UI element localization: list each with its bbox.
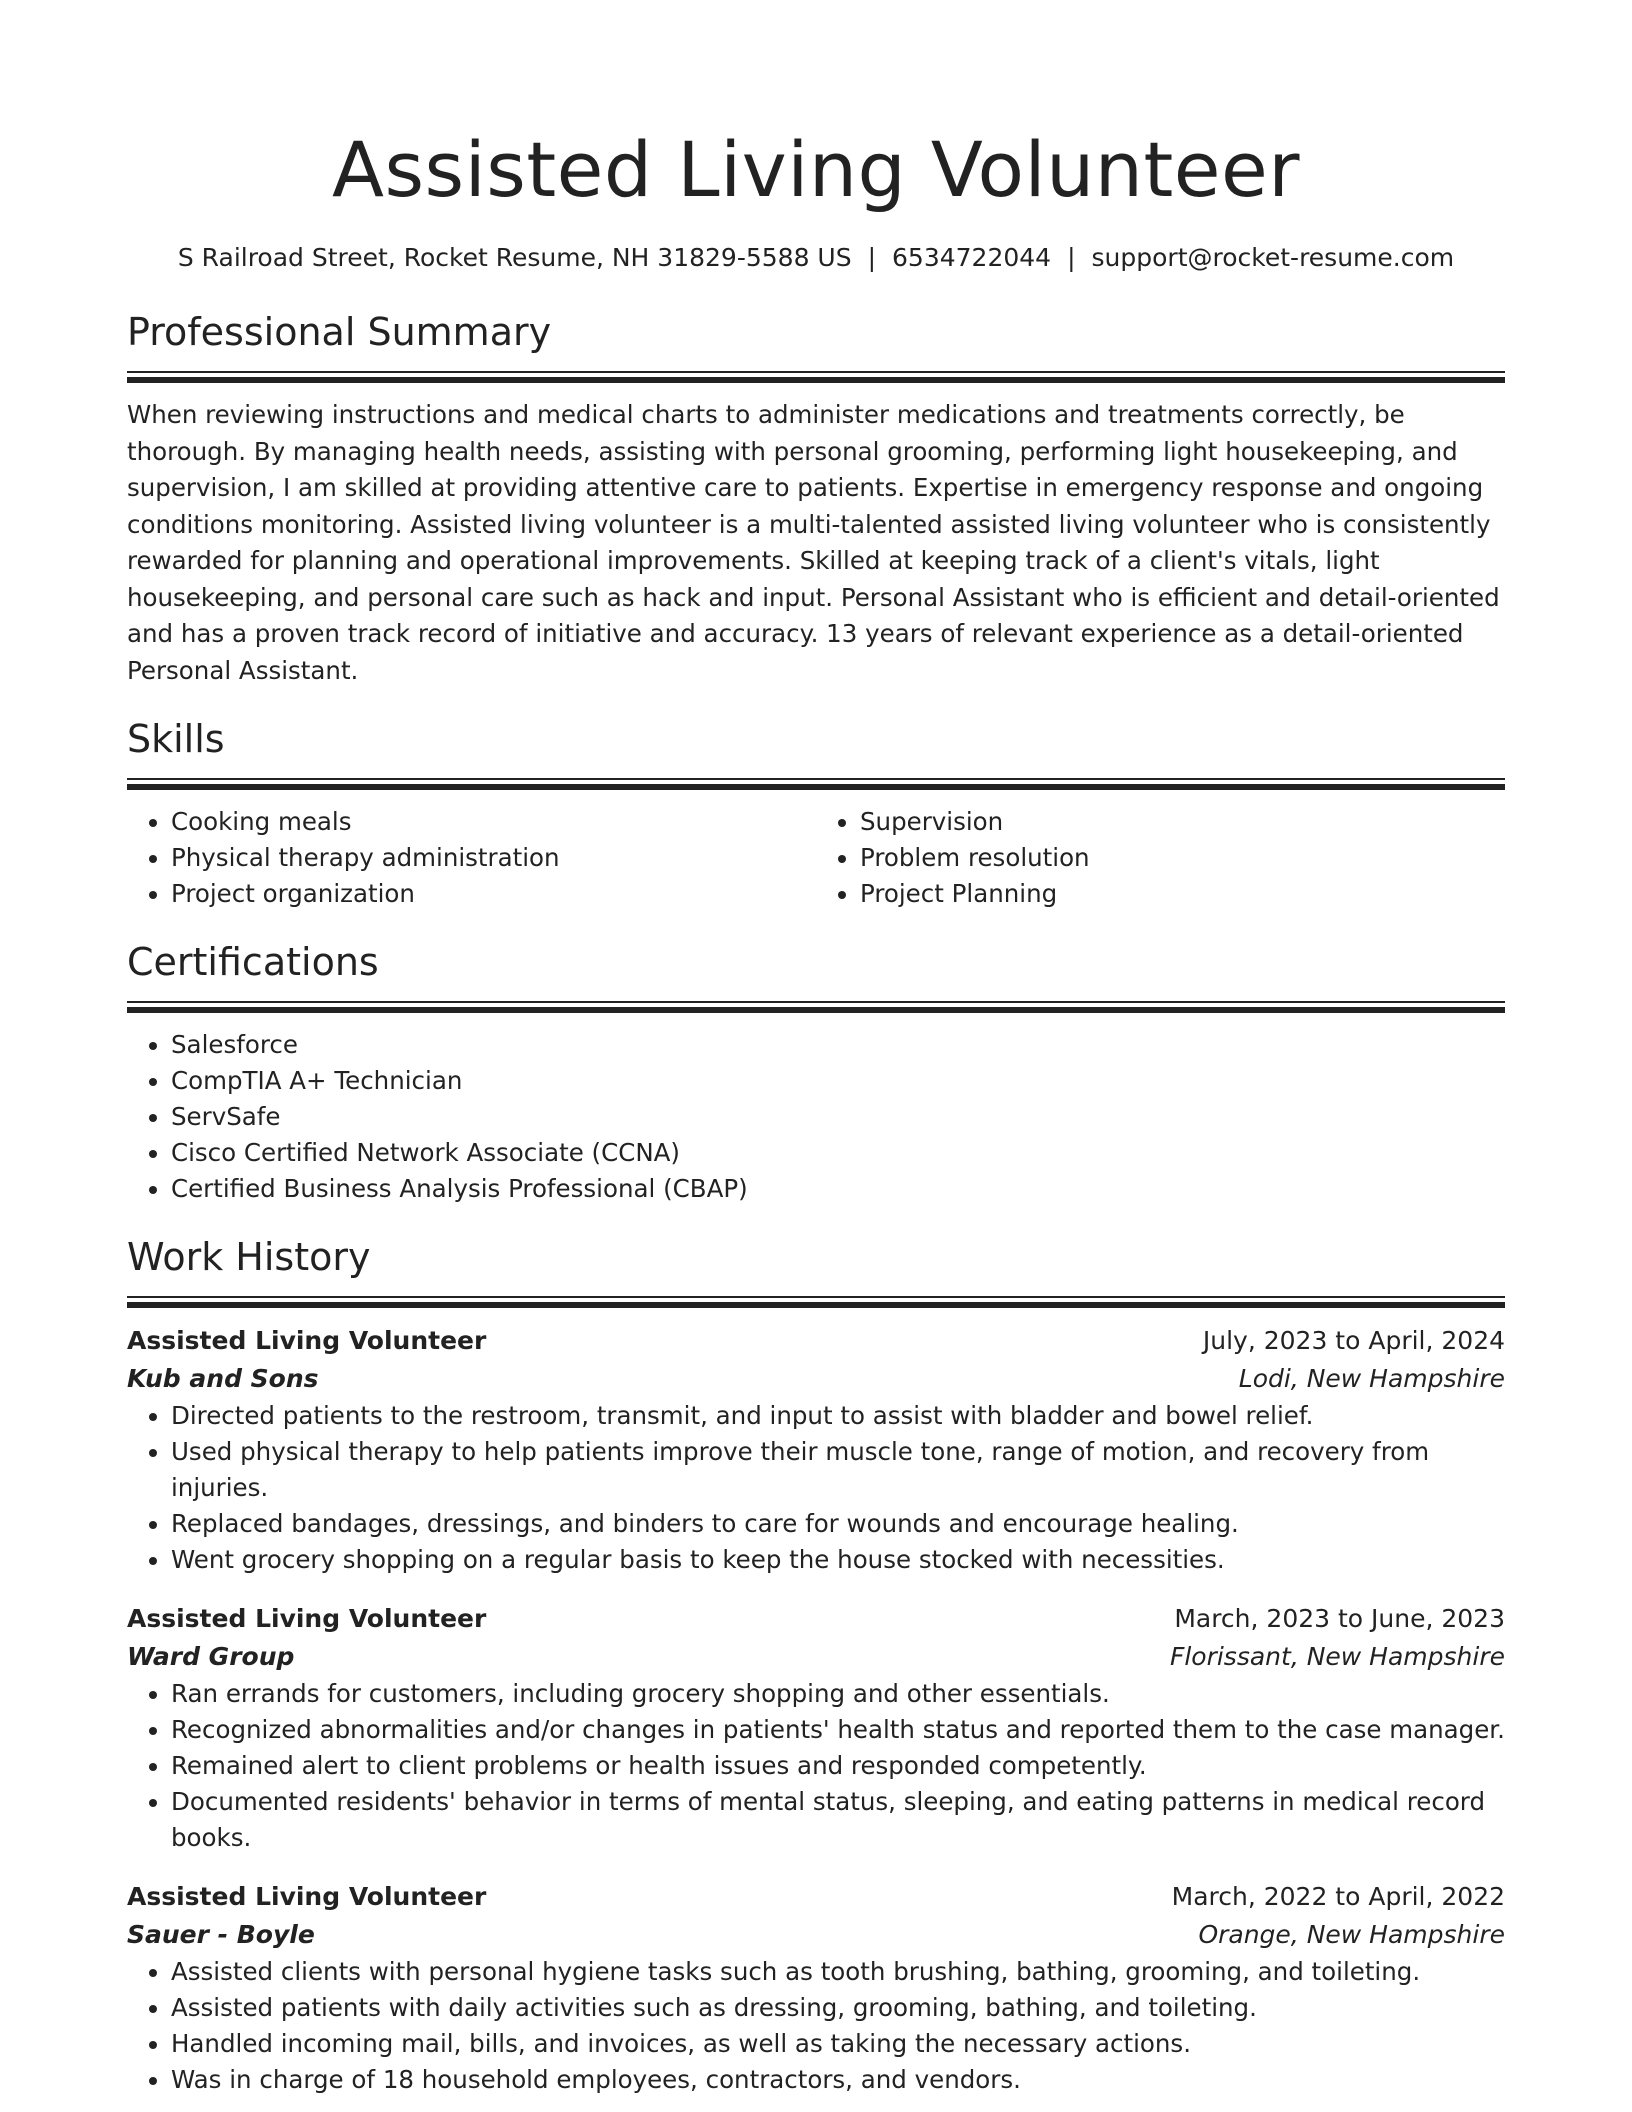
skills-heading: Skills bbox=[127, 717, 225, 761]
summary-section bbox=[127, 308, 1505, 689]
certification-item: • Certified Business Analysis Professional (CBAP) bbox=[171, 1171, 1505, 1207]
job-location: Orange, New Hampshire bbox=[1198, 1920, 1505, 1949]
job-title: Assisted Living Volunteer bbox=[127, 1882, 487, 1911]
certifications-section bbox=[127, 938, 1505, 1207]
contact-phone: 6534722044 bbox=[892, 243, 1052, 272]
job-bullet: • Used physical therapy to help patients improve their muscle tone, range of motion, and recovery from injuries. bbox=[171, 1434, 1505, 1506]
section-divider bbox=[127, 371, 1505, 383]
certification-item: • Salesforce bbox=[171, 1027, 1505, 1063]
job-company: Sauer - Boyle bbox=[127, 1920, 315, 1949]
job-bullet: • Remained alert to client problems or health issues and responded competently. bbox=[171, 1748, 1505, 1784]
work-history-heading: Work History bbox=[127, 1235, 371, 1279]
section-divider bbox=[127, 1296, 1505, 1308]
skill-item: • Supervision bbox=[860, 804, 1505, 840]
job-bullet: • Ran errands for customers, including grocery shopping and other essentials. bbox=[171, 1676, 1505, 1712]
job-company: Kub and Sons bbox=[127, 1364, 319, 1393]
job-company: Ward Group bbox=[127, 1642, 295, 1671]
job-entry bbox=[127, 1600, 1505, 1856]
work-history-section bbox=[127, 1233, 1505, 2098]
skill-item: • Problem resolution bbox=[860, 840, 1505, 876]
job-bullet-list bbox=[127, 1676, 1505, 1856]
job-header bbox=[127, 1878, 1505, 1916]
certifications-heading: Certifications bbox=[127, 940, 379, 984]
summary-text: When reviewing instructions and medical charts to administer medications and treatments correctly, be thorough. By managing health needs, assisting with personal grooming, performing light housekeeping, and supervision, I am skilled at providing attentive care to patients. Expertise in emergency response and ongoing conditions monitoring. Assisted living volunteer is a multi-talented assisted living volunteer who is consistently rewarded for planning and operational improvements. Skilled at keeping track of a client's vitals, light housekeeping, and personal care such as hack and input. Personal Assistant who is efficient and detail-oriented and has a proven track record of initiative and accuracy. 13 years of relevant experience as a detail-oriented Personal Assistant. bbox=[127, 400, 1500, 685]
skill-item: • Project organization bbox=[171, 876, 816, 912]
job-bullet-list bbox=[127, 1398, 1505, 1578]
certification-item: • Cisco Certified Network Associate (CCNA) bbox=[171, 1135, 1505, 1171]
skill-item: • Project Planning bbox=[860, 876, 1505, 912]
job-bullet: • Recognized abnormalities and/or changes in patients' health status and reported them to the case manager. bbox=[171, 1712, 1505, 1748]
skills-right-list bbox=[816, 804, 1505, 912]
job-dates: March, 2023 to June, 2023 bbox=[1174, 1604, 1505, 1633]
certifications-list bbox=[127, 1027, 1505, 1207]
contact-separator: | bbox=[1067, 243, 1076, 272]
contact-line bbox=[127, 241, 1505, 275]
job-bullet: • Handled incoming mail, bills, and invoices, as well as taking the necessary actions. bbox=[171, 2026, 1505, 2062]
job-subheader bbox=[127, 1360, 1505, 1398]
job-title: Assisted Living Volunteer bbox=[127, 1326, 487, 1355]
contact-address: S Railroad Street, Rocket Resume, NH 31829-5588 US bbox=[177, 243, 852, 272]
section-divider bbox=[127, 1001, 1505, 1013]
job-bullet: • Directed patients to the restroom, transmit, and input to assist with bladder and bowel relief. bbox=[171, 1398, 1505, 1434]
job-dates: July, 2023 to April, 2024 bbox=[1202, 1326, 1505, 1355]
job-dates: March, 2022 to April, 2022 bbox=[1171, 1882, 1505, 1911]
section-divider bbox=[127, 778, 1505, 790]
skills-section bbox=[127, 715, 1505, 912]
contact-separator: | bbox=[867, 243, 877, 272]
skills-grid bbox=[127, 804, 1505, 912]
skill-item: • Cooking meals bbox=[171, 804, 816, 840]
skill-item: • Physical therapy administration bbox=[171, 840, 816, 876]
job-entry bbox=[127, 1878, 1505, 2098]
job-bullet-list bbox=[127, 1954, 1505, 2098]
summary-heading: Professional Summary bbox=[127, 310, 552, 354]
skills-left-list bbox=[127, 804, 816, 912]
job-header bbox=[127, 1600, 1505, 1638]
contact-email[interactable]: support@rocket-resume.com bbox=[1091, 243, 1455, 272]
job-subheader bbox=[127, 1638, 1505, 1676]
job-bullet: • Documented residents' behavior in terms of mental status, sleeping, and eating patterns in medical record books. bbox=[171, 1784, 1505, 1856]
job-location: Florissant, New Hampshire bbox=[1169, 1642, 1505, 1671]
job-bullet: • Assisted clients with personal hygiene tasks such as tooth brushing, bathing, grooming, and toileting. bbox=[171, 1954, 1505, 1990]
certification-item: • ServSafe bbox=[171, 1099, 1505, 1135]
job-title: Assisted Living Volunteer bbox=[127, 1604, 487, 1633]
resume-name: Assisted Living Volunteer bbox=[331, 125, 1301, 214]
job-bullet: • Replaced bandages, dressings, and binders to care for wounds and encourage healing. bbox=[171, 1506, 1505, 1542]
job-bullet: • Assisted patients with daily activities such as dressing, grooming, bathing, and toileting. bbox=[171, 1990, 1505, 2026]
certification-item: • CompTIA A+ Technician bbox=[171, 1063, 1505, 1099]
job-bullet: • Was in charge of 18 household employees, contractors, and vendors. bbox=[171, 2062, 1505, 2098]
job-header bbox=[127, 1322, 1505, 1360]
job-entry bbox=[127, 1322, 1505, 1578]
job-location: Lodi, New Hampshire bbox=[1238, 1364, 1505, 1393]
job-bullet: • Went grocery shopping on a regular basis to keep the house stocked with necessities. bbox=[171, 1542, 1505, 1578]
job-subheader bbox=[127, 1916, 1505, 1954]
